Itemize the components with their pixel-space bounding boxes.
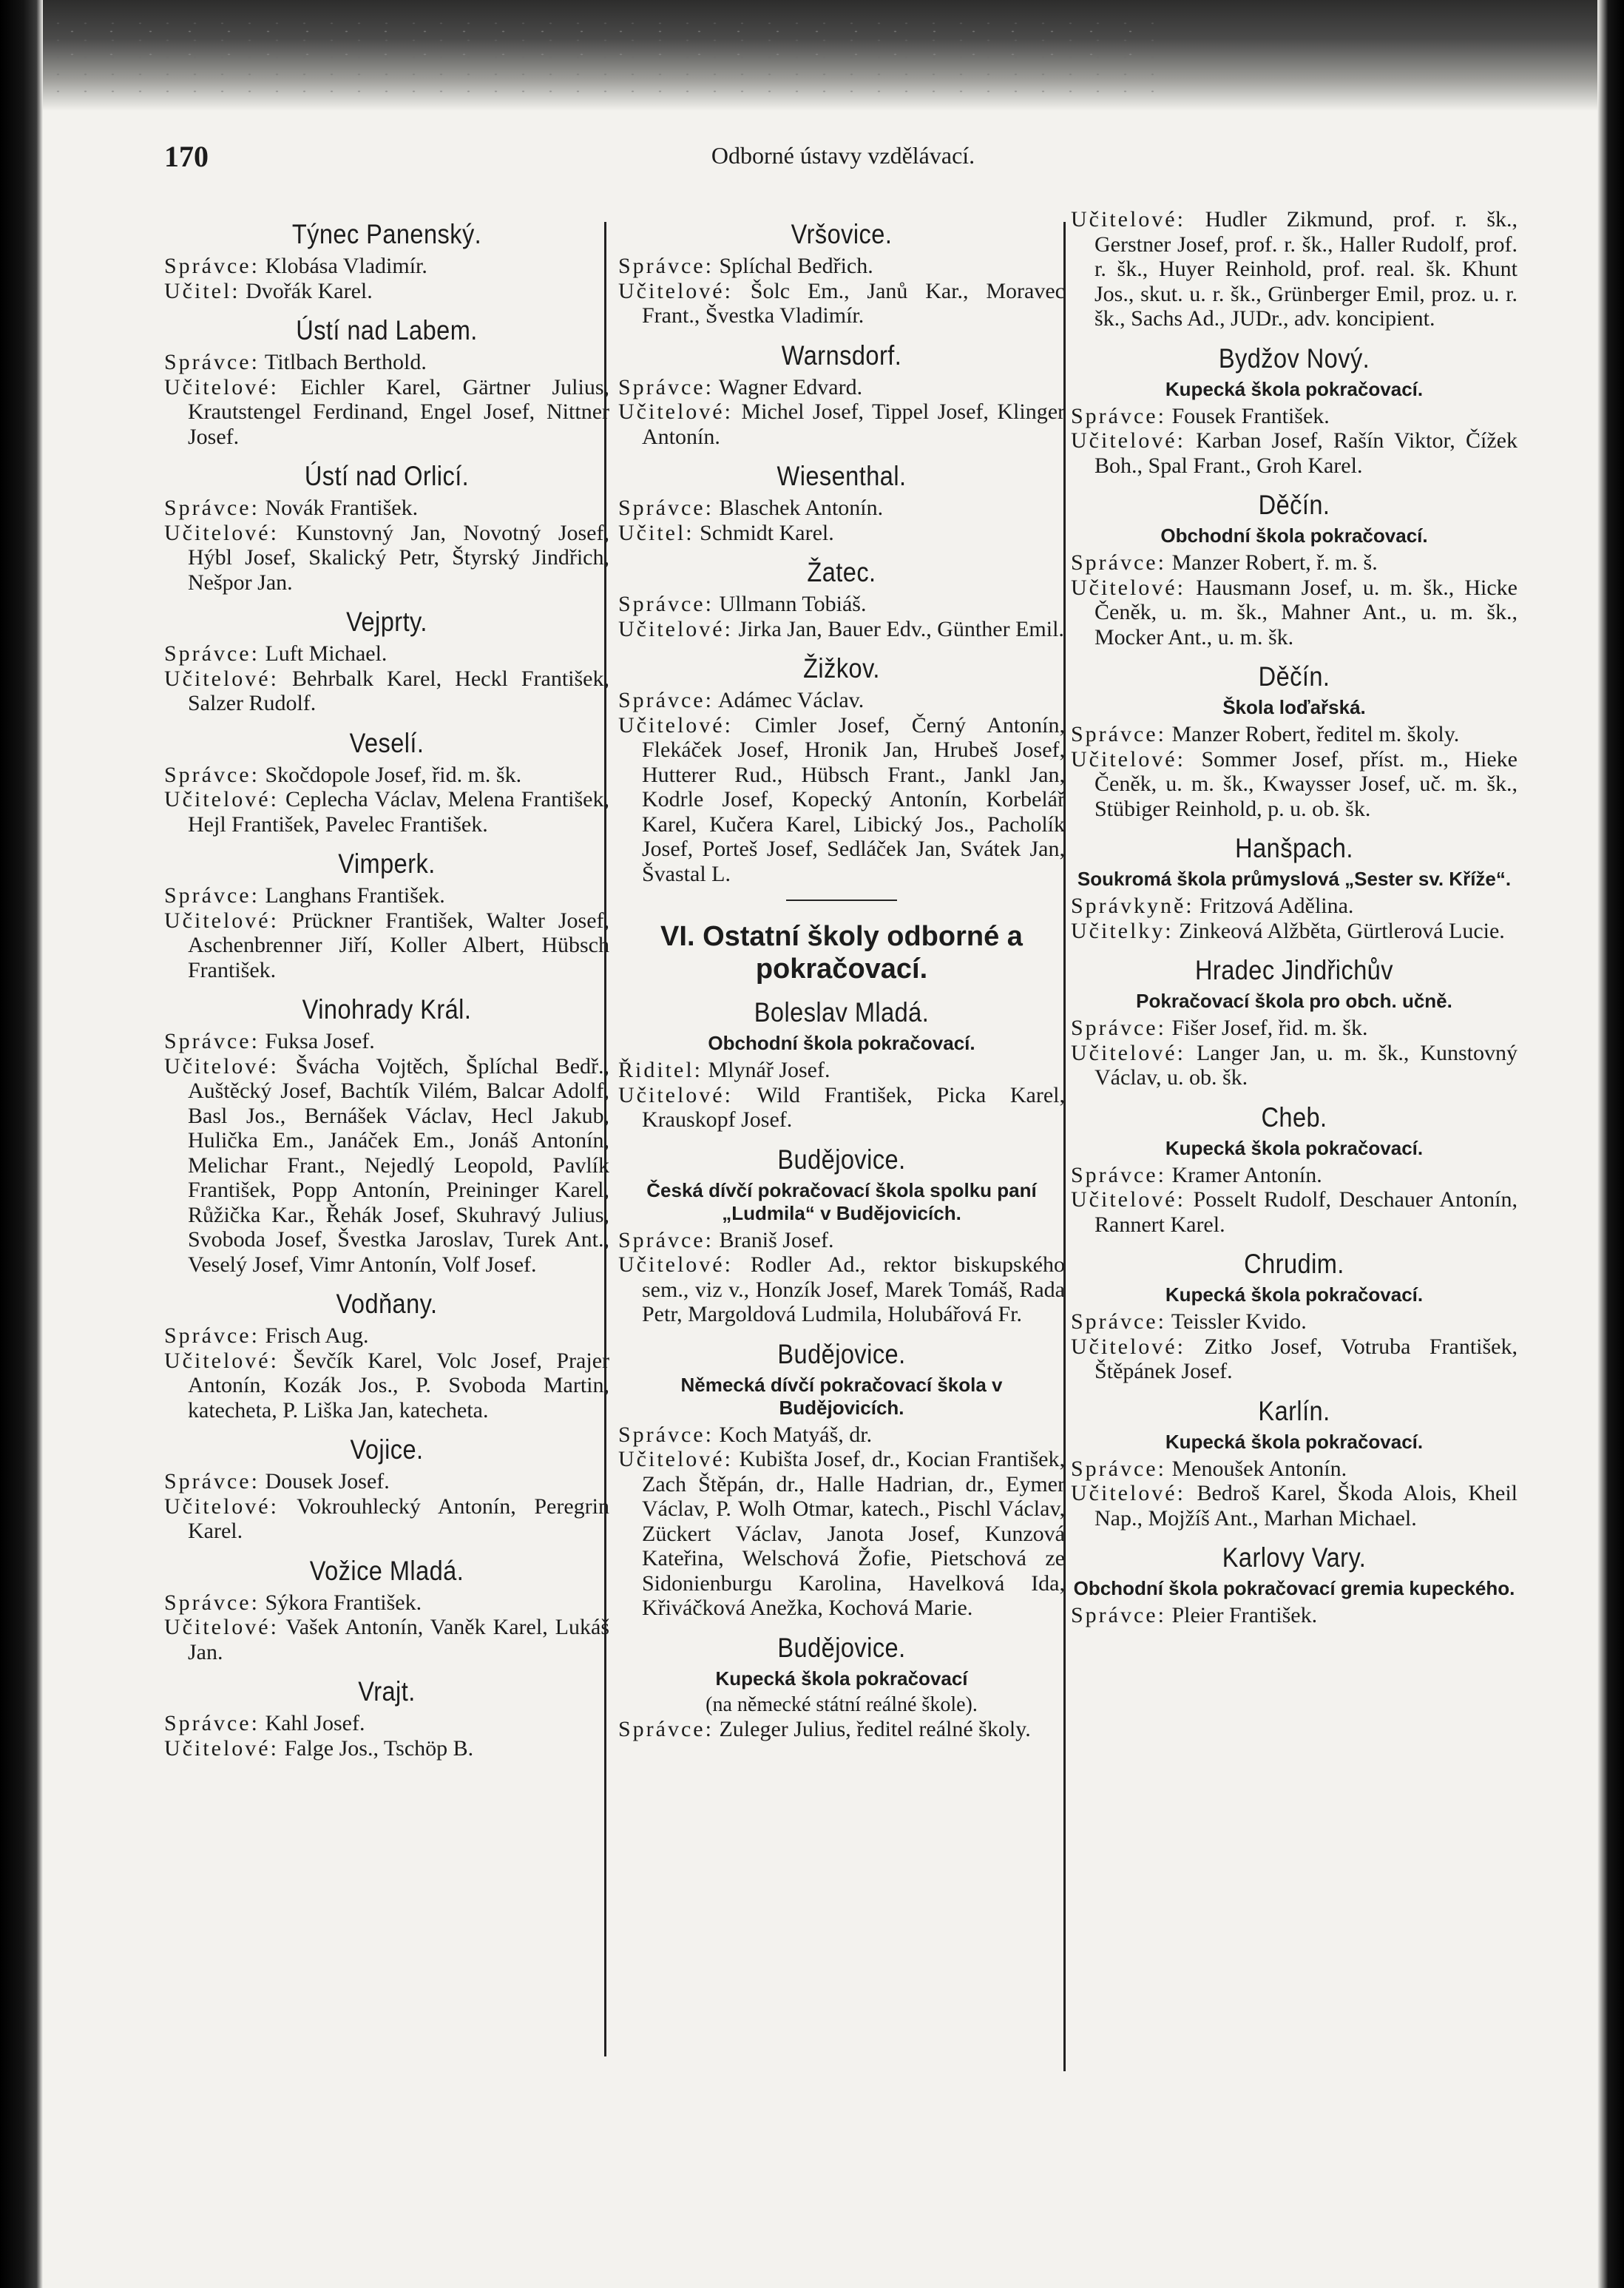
school-name: Obchodní škola pokračovací.: [708, 1032, 975, 1054]
town-heading: Bydžov Nový.: [1218, 342, 1370, 374]
entry-block: [618, 219, 1065, 328]
role-label: Správce:: [164, 1590, 260, 1615]
entry-line: [164, 496, 609, 521]
town-heading: Děčín.: [1258, 661, 1330, 692]
names: Posselt Rudolf, Deschauer Antonín, Rannert Karel.: [1094, 1187, 1518, 1237]
entry-block: [164, 461, 609, 595]
entry-block: [164, 219, 609, 303]
role-label: Učitelové:: [618, 1252, 733, 1277]
names: Langhans František.: [259, 883, 445, 908]
entry-line: [164, 254, 609, 279]
role-label: Správce:: [1071, 550, 1166, 575]
names: Cimler Josef, Černý Antonín, Flekáček Josef, Hronik Jan, Hrubeš Josef, Hutterer Rud., Hübsch Frant., Jankl Jan, Kodrle Josef, Kopecký Antonín, Korbelář Karel, Kučera Karel, Libický Jos., Pacholík Josef, Porteš Josef, Sedláček Jan, Svátek Jan, Švastal L.: [642, 712, 1065, 886]
role-label: Učitelové:: [618, 616, 733, 641]
role-label: Učitelové:: [164, 908, 279, 933]
entry-line: [164, 375, 609, 450]
entry-line: [618, 1447, 1065, 1621]
role-label: Správce:: [618, 688, 714, 712]
entry-block: [618, 653, 1065, 886]
names: Skočdopole Josef, řid. m. šk.: [259, 762, 522, 787]
role-label: Správce:: [164, 1323, 260, 1348]
entry-block: [164, 728, 609, 837]
names: Vokrouhlecký Antonín, Peregrin Karel.: [188, 1494, 609, 1543]
role-label: Správce:: [1071, 1603, 1166, 1627]
town-heading: Ústí nad Labem.: [296, 315, 478, 345]
names: Sommer Josef, příst. m., Hieke Čeněk, u. m. šk., Kwaysser Josef, uč. m. šk., Stübiger Reinhold, p. u. ob. šk.: [1094, 746, 1518, 821]
role-label: Správce:: [164, 883, 260, 908]
role-label: Učitelové:: [618, 1082, 733, 1107]
school-name: Škola loďařská.: [1222, 696, 1366, 718]
scan-specks: [44, 15, 1154, 96]
school-name: Obchodní škola pokračovací.: [1160, 524, 1428, 547]
entry-line: [1071, 576, 1518, 650]
role-label: Učitelové:: [164, 787, 279, 811]
names: Hudler Zikmund, prof. r. šk., Gerstner Josef, prof. r. šk., Haller Rudolf, prof. r. šk., Huyer Reinhold, prof. real. šk. Khunt Jos., skut. u. r. šk., Grünberger Emil, proz. u. r. šk., Sachs Ad., JUDr., adv. koncipient.: [1094, 207, 1518, 331]
town-heading: Chrudim.: [1244, 1249, 1344, 1279]
names: Ceplecha Václav, Melena František, Hejl František, Pavelec František.: [188, 787, 609, 837]
entry-block: [164, 1434, 609, 1544]
running-head: Odborné ústavy vzdělávací.: [711, 142, 975, 169]
entry-line: [164, 1029, 609, 1054]
entry-line: [164, 667, 609, 716]
names: Eichler Karel, Gärtner Julius, Krautstengel Ferdinand, Engel Josef, Nittner Josef.: [188, 374, 609, 449]
entry-line: [618, 399, 1065, 449]
entry-line: [618, 496, 1065, 521]
entry-line: [1071, 404, 1518, 429]
role-label: Správce:: [618, 496, 714, 520]
entry-line: [1071, 919, 1518, 944]
role-label: Učitelové:: [1071, 207, 1185, 232]
entry-line: [618, 592, 1065, 617]
entry-block: [618, 997, 1065, 1133]
entry-line: [618, 521, 1065, 546]
names: Braniš Josef.: [713, 1227, 834, 1252]
entry-line: [1071, 1041, 1518, 1090]
entry-line: [164, 1736, 609, 1761]
names: Fritzová Adělina.: [1194, 894, 1354, 918]
role-label: Učitel:: [164, 278, 240, 303]
role-label: Učitelové:: [1071, 1040, 1185, 1065]
names: Ševčík Karel, Volc Josef, Prajer Antonín, Kozák Jos., P. Svoboda Martin, katecheta, P. Liška Jan, katecheta.: [188, 1348, 609, 1423]
town-heading: Vršovice.: [791, 219, 893, 249]
entry-block: [1071, 1542, 1518, 1628]
entry-line: [618, 1717, 1065, 1742]
names: Kubišta Josef, dr., Kocian František, Zach Štěpán, dr., Halle Hadrian, dr., Eymer Václav, P. Wolh Otmar, katech., Pischl Václav, Zückert Václav, Janota Josef, Kunzová Kateřina, Welschová Žofie, Pietschová ze Sidonienburgu Karolina, Havelková Ida, Křiváčková Anežka, Kochová Marie.: [642, 1447, 1065, 1620]
role-label: Učitelové:: [1071, 575, 1185, 600]
entry-line: [164, 1349, 609, 1423]
entry-block: [1071, 1396, 1518, 1531]
role-label: Učitelové:: [1071, 746, 1185, 772]
names: Zinkeová Alžběta, Gürtlerová Lucie.: [1173, 918, 1505, 943]
role-label: Učitelové:: [618, 712, 733, 738]
entry-line: [164, 883, 609, 908]
entry-line: [1071, 1481, 1518, 1531]
entry-block: [618, 340, 1065, 450]
role-label: Správce:: [1071, 1016, 1166, 1040]
role-label: Správce:: [164, 1469, 260, 1494]
role-label: Správce:: [618, 254, 714, 278]
town-heading: Žatec.: [807, 557, 876, 587]
names: Wild František, Picka Karel, Krauskopf Josef.: [642, 1082, 1065, 1132]
names: Kramer Antonín.: [1165, 1162, 1322, 1187]
names: Kunstovný Jan, Novotný Josef, Hýbl Josef, Skalický Petr, Štyrský Jindřich, Nešpor Jan.: [188, 520, 609, 595]
town-heading: Budějovice.: [777, 1144, 906, 1175]
town-heading: Žižkov.: [803, 653, 880, 684]
entry-line: [164, 763, 609, 788]
town-heading: Karlín.: [1258, 1395, 1330, 1426]
role-label: Správce:: [618, 374, 714, 399]
town-heading: Ústí nad Orlicí.: [304, 461, 470, 491]
school-name: Česká dívčí pokračovací škola spolku paní „Ludmila“ v Budějovicích.: [646, 1178, 1037, 1224]
entry-block: [1071, 661, 1518, 821]
entry-line: [618, 375, 1065, 400]
role-label: Učitelové:: [618, 1447, 733, 1471]
town-heading: Děčín.: [1258, 490, 1330, 520]
role-label: Učitelové:: [1071, 428, 1185, 453]
school-name: Kupecká škola pokračovací.: [1165, 1430, 1424, 1453]
entry-line: [618, 1252, 1065, 1327]
school-name: Německá dívčí pokračovací škola v Budějovicích.: [680, 1373, 1003, 1419]
entry-block: [164, 994, 609, 1277]
role-label: Správce:: [1071, 722, 1166, 746]
names: Karban Josef, Rašín Viktor, Čížek Boh., Spal Frant., Groh Karel.: [1094, 428, 1518, 478]
names: Jirka Jan, Bauer Edv., Günther Emil.: [732, 616, 1064, 641]
names: Rodler Ad., rektor biskupského sem., viz v., Honzík Josef, Marek Tomáš, Rada Petr, Margoldová Ludmila, Holubářová Fr.: [642, 1252, 1065, 1326]
entry-line: [1071, 894, 1518, 919]
entry-block: [1071, 343, 1518, 479]
names: Zuleger Julius, ředitel reálné školy.: [713, 1716, 1031, 1741]
school-name: Kupecká škola pokračovací.: [1165, 1283, 1424, 1306]
entry-line: [164, 641, 609, 667]
entry-line: [164, 1323, 609, 1349]
entry-line: [618, 688, 1065, 713]
role-label: Správce:: [618, 1422, 714, 1447]
names: Pleier František.: [1165, 1603, 1318, 1627]
names: Fuksa Josef.: [259, 1029, 375, 1053]
entry-block: [618, 557, 1065, 641]
entry-line: [618, 279, 1065, 328]
role-label: Správce:: [618, 1227, 714, 1252]
entry-line: [164, 1615, 609, 1664]
town-heading: Vojice.: [350, 1434, 424, 1465]
column-left: [164, 207, 609, 1761]
names: Splíchal Bedřich.: [713, 254, 873, 278]
role-label: Učitelové:: [164, 666, 279, 691]
names: Bedroš Karel, Škoda Alois, Kheil Nap., Mojžíš Ant., Marhan Michael.: [1094, 1481, 1518, 1531]
names: Mlynář Josef.: [703, 1058, 830, 1082]
names: Langer Jan, u. m. šk., Kunstovný Václav, u. ob. šk.: [1094, 1040, 1518, 1090]
entry-block: [618, 1633, 1065, 1742]
role-label: Učitelové:: [1071, 1334, 1185, 1359]
names: Falge Jos., Tschöp B.: [278, 1735, 474, 1761]
entry-line: [618, 617, 1065, 642]
names: Novák František.: [259, 496, 419, 520]
entry-line: [618, 1423, 1065, 1448]
school-note: (na německé státní reálné škole).: [706, 1693, 978, 1716]
scan-edge-right: [1597, 0, 1624, 2288]
entry-block: [164, 1676, 609, 1761]
entry-block: [1071, 833, 1518, 943]
town-heading: Cheb.: [1261, 1101, 1327, 1133]
school-name: Obchodní škola pokračovací gremia kupeckého.: [1073, 1577, 1515, 1599]
town-heading: Vejprty.: [346, 607, 427, 637]
town-heading: Budějovice.: [777, 1632, 906, 1663]
entry-line: [1071, 207, 1518, 331]
names: Manzer Robert, ř. m. š.: [1165, 550, 1378, 575]
role-label: Správce:: [164, 350, 260, 374]
role-label: Učitelové:: [164, 1494, 279, 1519]
town-heading: Boleslav Mladá.: [754, 997, 930, 1027]
entry-line: [1071, 722, 1518, 747]
role-label: Správce:: [1071, 1162, 1166, 1187]
town-heading: Vimperk.: [338, 848, 436, 879]
entry-block: [164, 848, 609, 982]
section-divider: [786, 900, 897, 901]
names: Schmidt Karel.: [694, 520, 834, 545]
entry-line: [1071, 1334, 1518, 1384]
role-label: Správce:: [1071, 1456, 1166, 1481]
entry-line: [164, 787, 609, 837]
names: Menoušek Antonín.: [1165, 1456, 1347, 1481]
role-label: Správkyně:: [1071, 894, 1194, 918]
role-label: Učitelky:: [1071, 918, 1174, 943]
entry-line: [164, 1711, 609, 1736]
entry-line: [618, 254, 1065, 279]
town-heading: Vožice Mladá.: [309, 1555, 464, 1586]
role-label: Učitelové:: [164, 1615, 279, 1639]
entry-block: [1071, 490, 1518, 649]
entry-line: [618, 1228, 1065, 1253]
town-heading: Budějovice.: [777, 1338, 906, 1369]
role-label: Učitelové:: [618, 278, 733, 303]
names: Klobása Vladimír.: [259, 254, 427, 278]
town-heading: Vodňany.: [336, 1289, 438, 1319]
entry-line: [164, 1590, 609, 1616]
names: Zitko Josef, Votruba František, Štěpánek Josef.: [1094, 1334, 1518, 1383]
names: Luft Michael.: [259, 641, 388, 666]
role-label: Správce:: [164, 1711, 260, 1735]
school-name: Soukromá škola průmyslová „Sester sv. Kříže“.: [1077, 868, 1512, 890]
entry-line: [1071, 1457, 1518, 1482]
names: Michel Josef, Tippel Josef, Klinger Antonín.: [642, 399, 1065, 449]
town-heading: Hradec Jindřichův: [1194, 955, 1394, 985]
role-label: Správce:: [164, 496, 260, 520]
names: Behrbalk Karel, Heckl František, Salzer Rudolf.: [188, 666, 609, 715]
names: Wagner Edvard.: [713, 374, 863, 399]
names: Kahl Josef.: [259, 1711, 365, 1735]
names: Dvořák Karel.: [240, 278, 373, 303]
role-label: Učitelové:: [164, 374, 279, 399]
names: Adámec Václav.: [713, 688, 865, 712]
page-number: 170: [164, 140, 209, 173]
school-name: Kupecká škola pokračovací.: [1165, 1136, 1424, 1159]
school-name: Kupecká škola pokračovací.: [1165, 377, 1424, 400]
role-label: Správce:: [1071, 403, 1166, 428]
entry-block: [1071, 955, 1518, 1090]
names: Koch Matyáš, dr.: [713, 1422, 873, 1447]
entry-block: [164, 607, 609, 716]
entry-line: [164, 908, 609, 983]
entry-line: [1071, 1309, 1518, 1334]
column-middle: [618, 207, 1065, 1741]
entry-block: [1071, 1249, 1518, 1384]
names: Teissler Kvido.: [1165, 1309, 1307, 1334]
role-label: Správce:: [164, 254, 260, 278]
names: Vašek Antonín, Vaněk Karel, Lukáš Jan.: [188, 1615, 609, 1664]
role-label: Učitelové:: [164, 1735, 279, 1761]
names: Prückner František, Walter Josef, Aschenbrenner Jiří, Koller Albert, Hübsch František.: [188, 908, 609, 982]
entry-block: [618, 461, 1065, 545]
names: Švácha Vojtěch, Šplíchal Bedř., Auštěcký Josef, Bachtík Vilém, Balcar Adolf, Basl Jos., Bernášek Václav, Hecl Jakub, Hulička Em., Janáček Em., Jonáš Antonín, Melichar Frant., Nejedlý Leopold, Pavlík František, Popp Antonín, Preininger Karel, Růžička Kar., Řehák Josef, Skuhravý Julius, Svoboda Josef, Švestka Jaroslav, Turek Ant., Veselý Josef, Vimr Antonín, Volf Josef.: [188, 1053, 609, 1277]
entry-block: [618, 1339, 1065, 1621]
scan-edge-left: [0, 0, 43, 2288]
town-heading: Týnec Panenský.: [291, 219, 482, 249]
role-label: Správce:: [1071, 1309, 1166, 1334]
role-label: Učitelové:: [164, 1053, 279, 1079]
role-label: Správce:: [164, 762, 260, 787]
entry-block: [164, 315, 609, 449]
section-title: VI. Ostatní školy odborné a pokračovací.: [660, 921, 1023, 985]
entry-line: [1071, 1163, 1518, 1188]
names: Hausmann Josef, u. m. šk., Hicke Čeněk, u. m. šk., Mahner Ant., u. m. šk., Mocker Ant., u. m. šk.: [1094, 575, 1518, 649]
entry-line: [1071, 1603, 1518, 1628]
role-label: Řiditel:: [618, 1058, 703, 1082]
entry-line: [1071, 1187, 1518, 1237]
column-right: [1071, 207, 1518, 1628]
town-heading: Warnsdorf.: [781, 340, 902, 371]
names: Manzer Robert, ředitel m. školy.: [1165, 722, 1460, 746]
role-label: Správce:: [618, 1716, 714, 1741]
role-label: Učitelové:: [164, 1348, 279, 1373]
names: Blaschek Antonín.: [713, 496, 884, 520]
entry-line: [164, 350, 609, 375]
town-heading: Vrajt.: [358, 1676, 416, 1707]
entry-line: [1071, 550, 1518, 576]
role-label: Učitelové:: [1071, 1187, 1185, 1212]
school-name: Pokračovací škola pro obch. učně.: [1136, 990, 1452, 1012]
role-label: Správce:: [164, 1029, 260, 1053]
role-label: Učitelové:: [618, 399, 733, 424]
names: Titlbach Berthold.: [259, 350, 427, 374]
entry-line: [1071, 428, 1518, 478]
entry-block: [1071, 1102, 1518, 1238]
entry-block: [618, 1144, 1065, 1327]
names: Fousek František.: [1165, 403, 1330, 428]
entry-block: [164, 1289, 609, 1423]
names: Ullmann Tobiáš.: [713, 592, 867, 616]
names: Fišer Josef, řid. m. šk.: [1165, 1016, 1368, 1040]
entry-line: [164, 1469, 609, 1494]
names: Dousek Josef.: [259, 1469, 390, 1494]
town-heading: Veselí.: [349, 727, 424, 758]
entry-line: [164, 1054, 609, 1278]
entry-line: [618, 1083, 1065, 1133]
entry-line: [1071, 1016, 1518, 1041]
entry-line: [618, 1058, 1065, 1083]
town-heading: Hanšpach.: [1235, 833, 1353, 863]
entry-line: [164, 521, 609, 595]
role-label: Správce:: [164, 641, 260, 666]
town-heading: Wiesenthal.: [777, 461, 907, 491]
role-label: Učitelové:: [1071, 1481, 1185, 1505]
names: Frisch Aug.: [259, 1323, 369, 1348]
role-label: Správce:: [618, 592, 714, 616]
role-label: Učitel:: [618, 520, 694, 545]
town-heading: Karlovy Vary.: [1222, 1542, 1367, 1573]
entry-line: [618, 713, 1065, 887]
entry-line: [164, 1494, 609, 1544]
school-name: Kupecká škola pokračovací: [715, 1667, 968, 1690]
town-heading: Vinohrady Král.: [302, 994, 472, 1025]
names: Šolc Em., Janů Kar., Moravec Frant., Švestka Vladimír.: [642, 278, 1065, 328]
names: Sýkora František.: [259, 1590, 422, 1615]
entry-line: [164, 279, 609, 304]
entry-block: [164, 1556, 609, 1665]
entry-line: [1071, 747, 1518, 822]
role-label: Učitelové:: [164, 520, 279, 545]
